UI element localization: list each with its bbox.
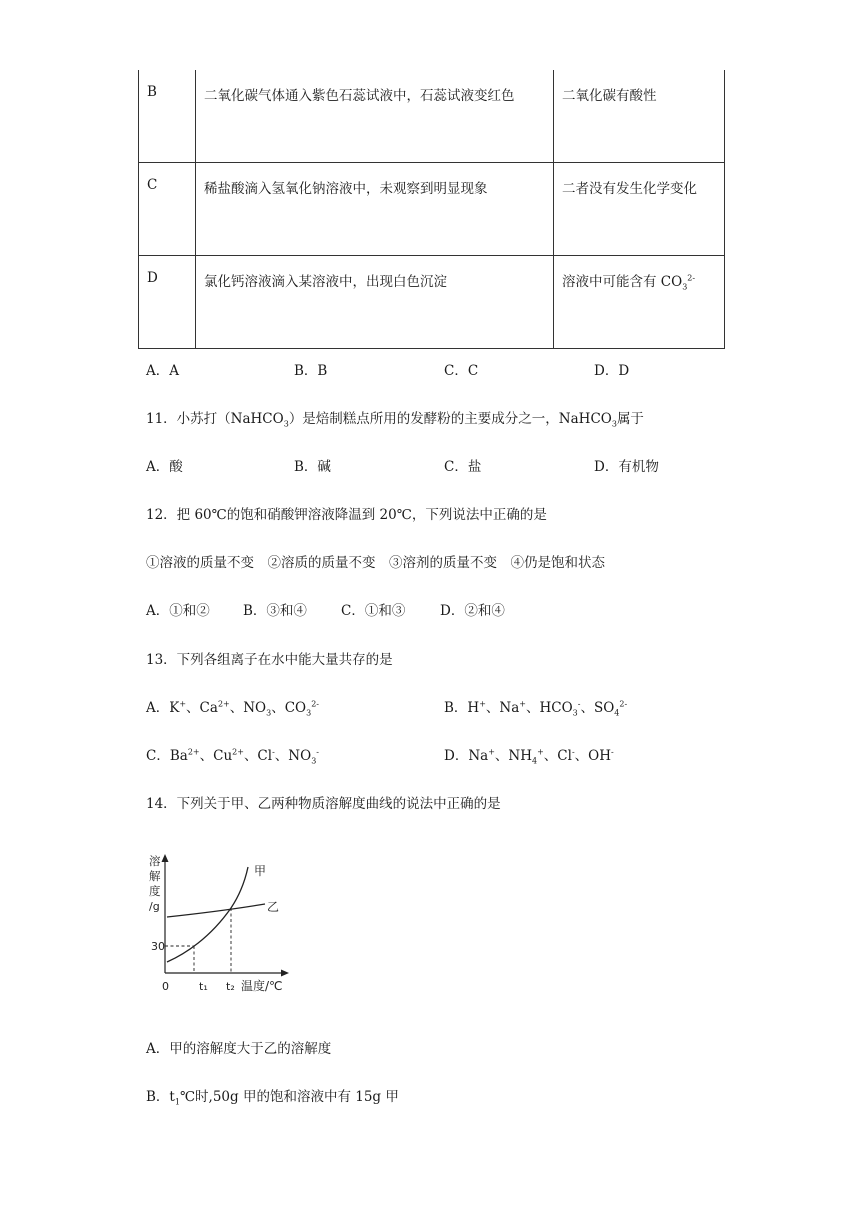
q12-statements: ①溶液的质量不变 ②溶质的质量不变 ③溶剂的质量不变 ④仍是饱和状态 [146,555,605,571]
q10-option-a[interactable]: A．A [146,363,179,379]
q10-option-d[interactable]: D．D [594,363,630,379]
q13-option-c[interactable]: C．$Ba^{2+}$、$Cu^{2+}$、Cl-、$NO_3^-$ [146,747,319,766]
conclusion-cell: 二氧化碳有酸性 [554,70,725,163]
q14-option-b[interactable]: B．$t_1℃$时,50g 甲的饱和溶液中有 15g 甲 [146,1089,399,1107]
option-cell: C [139,163,196,256]
operation-cell: 二氧化碳气体通入紫色石蕊试液中，石蕊试液变红色 [196,70,554,163]
y-axis-arrow [162,854,169,862]
experiment-table [138,70,725,349]
q12-option-b[interactable]: B．③和④ [243,603,307,619]
y-axis-label-char: /g [149,900,160,913]
curve-yi-label: 乙 [267,900,280,914]
y-tick-30: 30 [151,940,165,953]
q11-option-c[interactable]: C．盐 [444,459,482,475]
q10-option-c[interactable]: C．C [444,363,479,379]
origin-label: 0 [162,980,169,993]
q11-option-a[interactable]: A．酸 [146,459,183,475]
q11-option-d[interactable]: D．有机物 [594,459,659,475]
q13-option-b[interactable]: B．H+、Na+、$HCO_3^-$、$SO_4^{2-}$ [444,699,628,718]
x-tick-t1: t₁ [199,980,208,993]
q13-stem: 13．下列各组离子在水中能大量共存的是 [146,652,393,668]
conclusion-cell: 二者没有发生化学变化 [554,163,725,256]
q12-option-a[interactable]: A．①和② [146,603,210,619]
q12-option-c[interactable]: C．①和③ [341,603,406,619]
q11-option-b[interactable]: B．碱 [294,459,331,475]
option-cell: B [139,70,196,163]
q10-option-b[interactable]: B．B [294,363,328,379]
option-cell: D [139,256,196,349]
q13-option-d[interactable]: D．Na+、$NH_4^+$、Cl-、OH- [444,747,614,766]
conclusion-cell: 溶液中可能含有 $CO_3^{2-}$ [554,256,725,349]
operation-cell: 氯化钙溶液滴入某溶液中，出现白色沉淀 [196,256,554,349]
curve-yi [167,904,265,917]
q12-stem: 12．把 60℃的饱和硝酸钾溶液降温到 20℃，下列说法中正确的是 [146,507,547,523]
x-axis-arrow [281,970,289,977]
solubility-graph-svg [149,853,300,993]
table-row [139,70,725,163]
q12-option-d[interactable]: D．②和④ [440,603,505,619]
x-tick-t2: t₂ [226,980,235,993]
operation-cell: 稀盐酸滴入氢氧化钠溶液中，未观察到明显现象 [196,163,554,256]
y-axis-label-char: 溶 [149,854,161,868]
q11-stem: 11．小苏打（NaHCO$_3$）是焙制糕点所用的发酵粉的主要成分之一，NaHCO$_3$属于 [146,411,644,429]
q14-option-a[interactable]: A．甲的溶解度大于乙的溶解度 [146,1041,332,1057]
solubility-curve-graph [149,853,300,993]
q14-stem: 14．下列关于甲、乙两种物质溶解度曲线的说法中正确的是 [146,796,501,812]
y-axis-label-char: 解 [149,869,161,883]
x-axis-label: 温度/℃ [241,979,283,993]
table-row [139,163,725,256]
y-axis-label-char: 度 [149,884,161,898]
q13-option-a[interactable]: A．K+、$Ca^{2+}$、$NO_3$、$CO_3^{2-}$ [146,699,320,718]
curve-jia-label: 甲 [254,864,267,878]
table-row [139,256,725,349]
curve-jia [167,867,248,962]
